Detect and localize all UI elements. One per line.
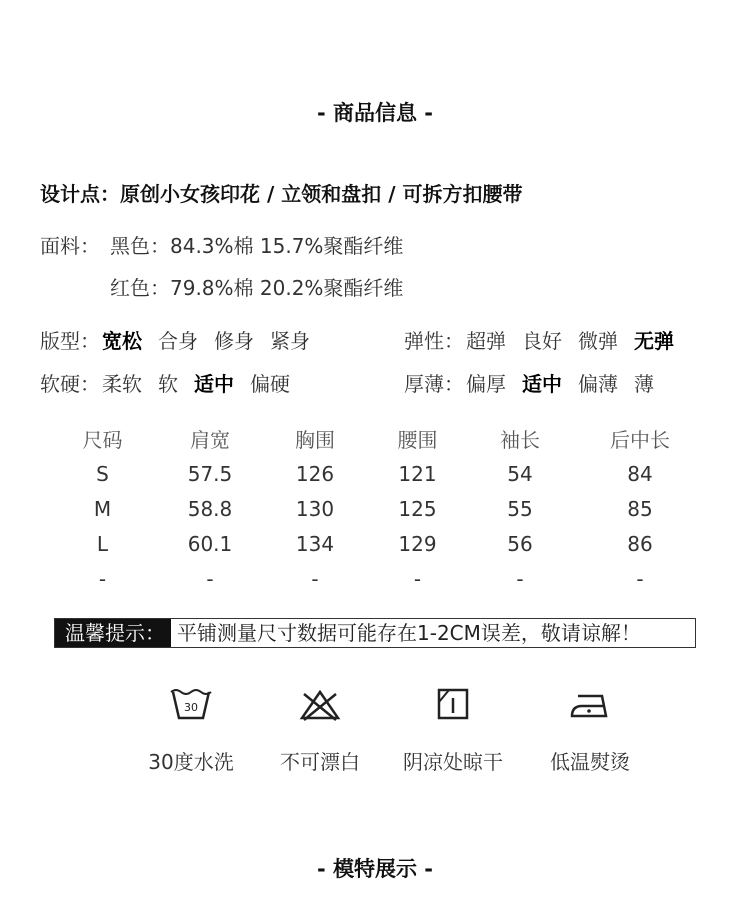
elasticity-option: 微弹 — [578, 329, 618, 353]
softness-option: 软 — [158, 372, 178, 396]
elasticity-option: 无弹 — [634, 329, 674, 353]
fabric-composition-red: 79.8%棉 20.2%聚酯纤维 — [170, 276, 404, 300]
header-back-length: 后中长 — [610, 427, 670, 452]
elasticity-row — [404, 325, 674, 354]
table-cell: 126 — [295, 461, 335, 486]
header-size: 尺码 — [82, 427, 123, 452]
wash-temp-badge: 30 — [184, 701, 198, 714]
fabric-label: 面料： — [40, 234, 100, 258]
fit-row — [40, 325, 310, 354]
table-cell: L — [96, 531, 109, 556]
header-waist: 腰围 — [397, 427, 438, 452]
tip-box — [54, 618, 696, 648]
size-table-header — [50, 420, 710, 456]
table-cell: - — [516, 566, 524, 591]
table-row — [50, 456, 710, 491]
table-cell: 60.1 — [187, 531, 233, 556]
wash-30-icon — [169, 686, 213, 722]
table-cell: 130 — [295, 496, 335, 521]
table-cell: 54 — [507, 461, 533, 486]
thickness-option: 适中 — [522, 372, 562, 396]
model-title: - 模特展示 - — [316, 857, 434, 881]
elasticity-label: 弹性： — [404, 329, 464, 353]
fabric-composition-black: 84.3%棉 15.7%聚酯纤维 — [170, 234, 404, 258]
fabric-row-red — [110, 272, 403, 301]
thickness-option: 偏厚 — [466, 372, 506, 396]
fabric-color-red: 红色： — [110, 276, 170, 300]
table-cell: 121 — [398, 461, 437, 486]
softness-option: 适中 — [194, 372, 234, 396]
header-shoulder: 肩宽 — [190, 427, 230, 452]
table-cell: - — [311, 566, 319, 591]
table-row — [50, 526, 710, 561]
care-label-iron: 低温熨烫 — [550, 750, 630, 774]
thickness-label: 厚薄： — [404, 372, 464, 396]
shade-dry-icon — [431, 686, 475, 722]
thickness-option: 偏薄 — [578, 372, 618, 396]
table-cell: 85 — [627, 496, 653, 521]
header-chest: 胸围 — [295, 427, 335, 452]
table-cell: 57.5 — [187, 461, 233, 486]
table-cell: 55 — [507, 496, 533, 521]
care-shade-dry — [388, 686, 518, 775]
table-cell: 58.8 — [187, 496, 233, 521]
table-row — [50, 491, 710, 526]
fabric-color-black: 黑色： — [110, 234, 170, 258]
table-cell: - — [206, 566, 214, 591]
fit-option: 宽松 — [102, 329, 142, 353]
care-label-dry: 阴凉处晾干 — [403, 750, 503, 774]
care-wash — [126, 686, 256, 775]
fit-label: 版型： — [40, 329, 100, 353]
softness-row — [40, 368, 290, 397]
fabric-row-black — [40, 230, 403, 259]
table-cell: 84 — [627, 461, 653, 486]
fit-option: 合身 — [158, 329, 198, 353]
header-sleeve: 袖长 — [500, 427, 540, 452]
softness-label: 软硬： — [40, 372, 100, 396]
care-label-wash: 30度水洗 — [148, 750, 234, 774]
elasticity-option: 超弹 — [466, 329, 506, 353]
tip-label: 温馨提示： — [55, 619, 171, 647]
table-cell: 134 — [295, 531, 335, 556]
softness-option: 柔软 — [102, 372, 142, 396]
care-label-bleach: 不可漂白 — [280, 750, 360, 774]
low-iron-icon — [568, 686, 612, 722]
care-no-bleach — [255, 686, 385, 775]
table-cell: - — [636, 566, 644, 591]
table-row — [50, 561, 710, 596]
table-cell: 125 — [398, 496, 437, 521]
product-info-title: - 商品信息 - — [316, 101, 434, 125]
design-point: 设计点：原创小女孩印花 / 立领和盘扣 / 可拆方扣腰带 — [40, 182, 523, 206]
thickness-row — [404, 368, 654, 397]
no-bleach-icon — [298, 686, 342, 722]
elasticity-option: 良好 — [522, 329, 562, 353]
table-cell: - — [413, 566, 422, 591]
size-table — [50, 420, 710, 596]
thickness-option: 薄 — [634, 372, 654, 396]
care-low-iron — [525, 686, 655, 775]
table-cell: - — [98, 566, 107, 591]
fit-option: 紧身 — [270, 329, 310, 353]
fit-option: 修身 — [214, 329, 254, 353]
tip-text: 平铺测量尺寸数据可能存在1-2CM误差，敬请谅解！ — [177, 621, 641, 645]
table-cell: M — [93, 496, 112, 521]
table-cell: S — [96, 461, 109, 486]
table-cell: 56 — [507, 531, 533, 556]
table-cell: 129 — [398, 531, 437, 556]
table-cell: 86 — [627, 531, 653, 556]
softness-option: 偏硬 — [250, 372, 290, 396]
